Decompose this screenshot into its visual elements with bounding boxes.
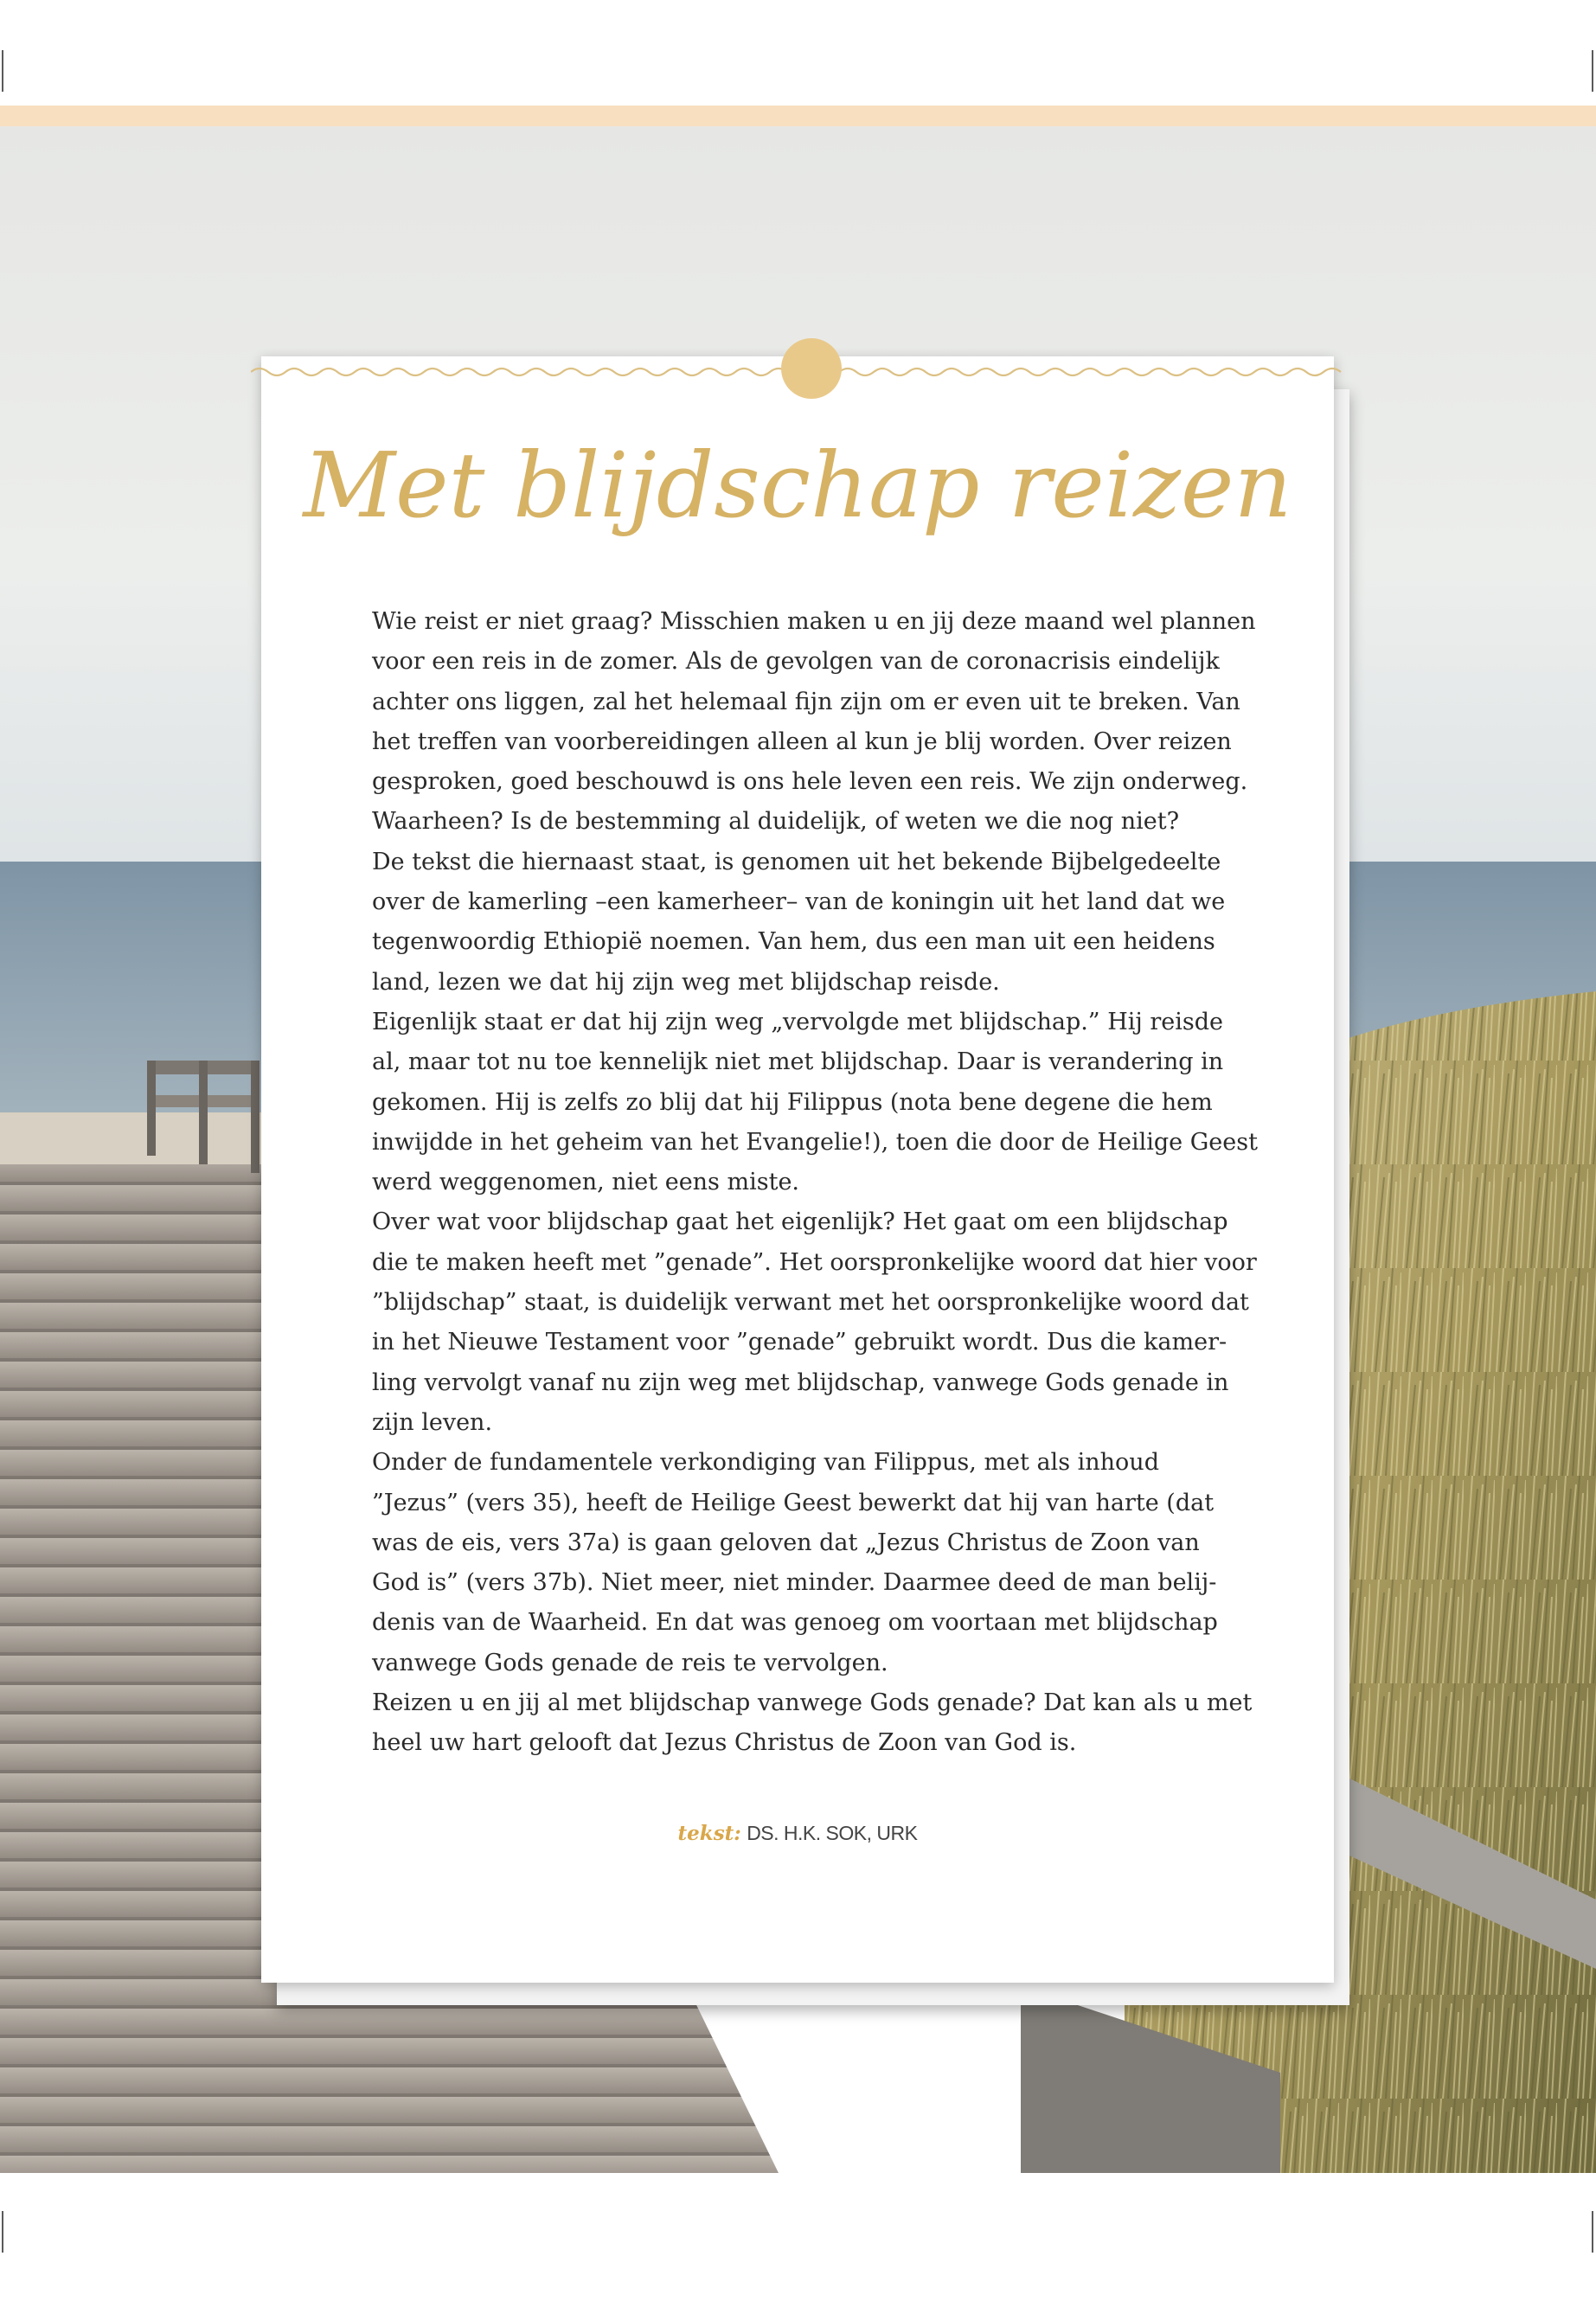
body-line: gekomen. Hij is zelfs zo blij dat hij Filippus (nota bene degene die hem — [372, 1088, 1213, 1116]
credit-label: tekst: — [677, 1822, 741, 1845]
body-line: in het Nieuwe Testament voor ”genade” gebruikt wordt. Dus die kamer- — [372, 1329, 1227, 1356]
body-line: al, maar tot nu toe kennelijk niet met blijdschap. Daar is verandering in — [372, 1048, 1224, 1076]
credit-name: DS. H.K. SOK, URK — [747, 1822, 918, 1844]
crop-mark-top-left — [2, 50, 3, 92]
body-line: het treffen van voorbereidingen alleen al kun je blij worden. Over reizen — [372, 727, 1232, 755]
body-line: zijn leven. — [372, 1408, 493, 1436]
body-line: werd weggenomen, niet eens miste. — [372, 1169, 800, 1196]
top-color-band — [0, 106, 1596, 126]
body-line: ”Jezus” (vers 35), heeft de Heilige Geest bewerkt dat hij van harte (dat — [372, 1489, 1215, 1516]
body-line: ling vervolgt vanaf nu zijn weg met blijdschap, vanwege Gods genade in — [372, 1368, 1229, 1396]
body-line: vanwege Gods genade de reis te vervolgen. — [372, 1649, 888, 1676]
body-line: Waarheen? Is de bestemming al duidelijk, of weten we die nog niet? — [372, 808, 1180, 836]
crop-mark-top-right — [1592, 50, 1593, 92]
body-line: tegenwoordig Ethiopië noemen. Van hem, dus een man uit een heidens — [372, 928, 1215, 956]
body-line: over de kamerling –een kamerheer– van de koningin uit het land dat we — [372, 888, 1226, 916]
crop-mark-bottom-right — [1592, 2211, 1593, 2253]
body-line: ”blijdschap” staat, is duidelijk verwant met het oorspronkelijke woord dat — [372, 1289, 1249, 1317]
body-line: gesproken, goed beschouwd is ons hele leven een reis. We zijn onderweg. — [372, 768, 1248, 796]
body-line: voor een reis in de zomer. Als de gevolgen van de coronacrisis eindelijk — [372, 648, 1220, 676]
article-body — [372, 602, 1258, 1764]
crop-mark-bottom-left — [2, 2211, 3, 2253]
body-line: De tekst die hiernaast staat, is genomen uit het bekende Bijbelgedeelte — [372, 848, 1221, 875]
body-line: Wie reist er niet graag? Misschien maken u en jij deze maand wel plannen — [372, 608, 1256, 635]
body-line: denis van de Waarheid. En dat was genoeg om voortaan met blijdschap — [372, 1609, 1218, 1637]
body-line: heel uw hart gelooft dat Jezus Christus de Zoon van God is. — [372, 1729, 1077, 1757]
body-line: land, lezen we dat hij zijn weg met blijdschap reisde. — [372, 968, 1000, 996]
gold-circle-ornament — [781, 338, 842, 399]
body-line: Over wat voor blijdschap gaat het eigenlijk? Het gaat om een blijdschap — [372, 1208, 1228, 1236]
body-line: Reizen u en jij al met blijdschap vanwege Gods genade? Dat kan als u met — [372, 1689, 1253, 1717]
body-line: die te maken heeft met ”genade”. Het oorspronkelijke woord dat hier voor — [372, 1248, 1257, 1276]
body-line: was de eis, vers 37a) is gaan geloven dat „Jezus Christus de Zoon van — [372, 1529, 1200, 1556]
body-line: God is” (vers 37b). Niet meer, niet minder. Daarmee deed de man belij- — [372, 1569, 1217, 1597]
body-line: Eigenlijk staat er dat hij zijn weg „vervolgde met blijdschap.” Hij reisde — [372, 1008, 1223, 1035]
article-title: Met blijdschap reizen — [303, 433, 1292, 538]
body-line: achter ons liggen, zal het helemaal fijn zijn om er even uit te breken. Van — [372, 688, 1240, 715]
author-credit — [261, 1822, 1334, 1845]
body-line: inwijdde in het geheim van het Evangelie!), toen die door de Heilige Geest — [372, 1128, 1258, 1156]
body-line: Onder de fundamentele verkondiging van Filippus, met als inhoud — [372, 1449, 1159, 1477]
